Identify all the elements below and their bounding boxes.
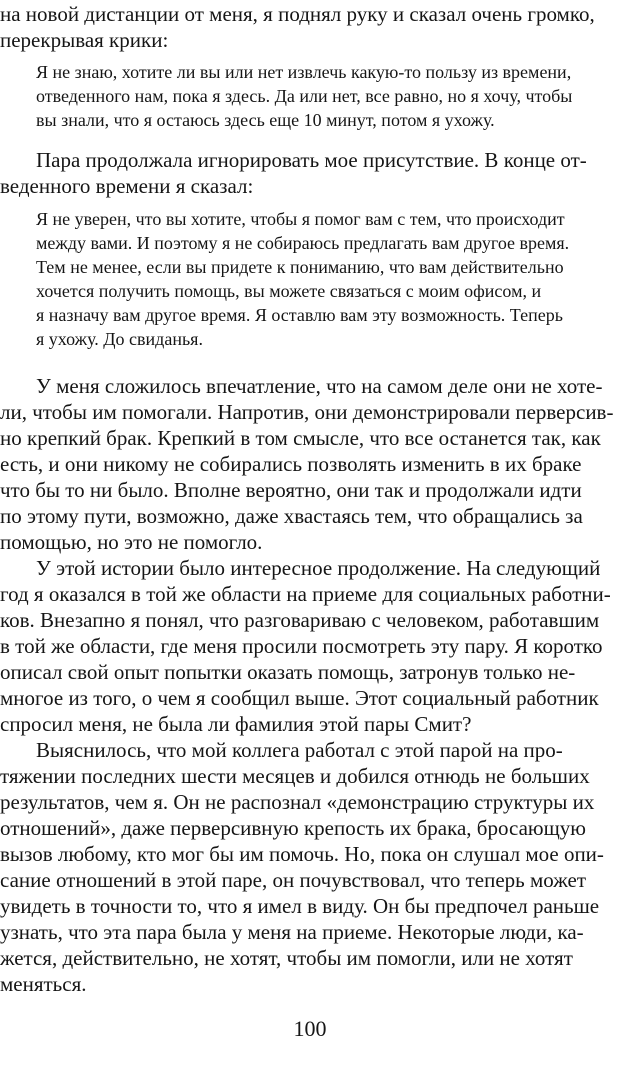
text-line: ли, чтобы им помогали. Напротив, они демонстрировали перверсив-	[0, 400, 614, 424]
text-line: сание отношений в этой паре, он почувствовал, что теперь может	[0, 868, 587, 892]
text-line: меняться.	[0, 972, 87, 996]
text-line: что бы то ни было. Вполне вероятно, они так и продолжали идти	[0, 478, 582, 502]
text-line: ков. Внезапно я понял, что разговариваю с человеком, работавшим	[0, 608, 600, 632]
quote-line: Тем не менее, если вы придете к пониманию, что вам действительно	[36, 257, 564, 277]
quote-line: хочется получить помощь, вы можете связаться с моим офисом, и	[36, 281, 542, 301]
text-line: в той же области, где меня просили посмотреть эту пару. Я коротко	[0, 634, 603, 658]
text-line: описал свой опыт попытки оказать помощь, затронув только не-	[0, 660, 576, 684]
page-number: 100	[293, 1016, 327, 1041]
text-line: тяжении последних шести месяцев и добился отнюдь не больших	[0, 764, 590, 788]
quote-line: вы знали, что я остаюсь здесь еще 10 минут, потом я ухожу.	[36, 110, 495, 130]
text-line: жется, действительно, не хотят, чтобы им помогли, или не хотят	[0, 946, 573, 970]
quote-line: Я не уверен, что вы хотите, чтобы я помог вам с тем, что происходит	[36, 209, 565, 229]
text-line: год я оказался в той же области на приеме для социальных работни-	[0, 582, 611, 606]
quote-line: я назначу вам другое время. Я оставлю вам эту возможность. Теперь	[36, 305, 563, 325]
text-line: спросил меня, не была ли фамилия этой пары Смит?	[0, 712, 472, 736]
quote-line: я ухожу. До свиданья.	[36, 329, 203, 349]
text-line: веденного времени я сказал:	[0, 174, 254, 198]
text-line: есть, и они никому не собирались позволять изменить в их браке	[0, 452, 582, 476]
text-line: Пара продолжала игнорировать мое присутствие. В конце от-	[36, 148, 587, 172]
text-line: узнать, что эта пара была у меня на приеме. Некоторые люди, ка-	[0, 920, 584, 944]
text-line: У меня сложилось впечатление, что на самом деле они не хоте-	[36, 374, 603, 398]
text-line: вызов любому, кто мог бы им помочь. Но, пока он слушал мое опи-	[0, 842, 604, 866]
text-line: отношений», даже перверсивную крепость их брака, бросающую	[0, 816, 586, 840]
quote-line: между вами. И поэтому я не собираюсь предлагать вам другое время.	[36, 233, 570, 253]
text-line: перекрывая крики:	[0, 28, 169, 52]
quote-line: отведенного нам, пока я здесь. Да или нет, все равно, но я хочу, чтобы	[36, 86, 573, 106]
text-line: на новой дистанции от меня, я поднял руку и сказал очень громко,	[0, 2, 595, 26]
text-line: У этой истории было интересное продолжение. На следующий	[36, 556, 601, 580]
text-line: многое из того, о чем я сообщил выше. Этот социальный работник	[0, 686, 599, 710]
text-line: по этому пути, возможно, даже хвастаясь тем, что обращались за	[0, 504, 583, 528]
text-line: Выяснилось, что мой коллега работал с этой парой на про-	[36, 738, 563, 762]
text-line: но крепкий брак. Крепкий в том смысле, что все останется так, как	[0, 426, 601, 450]
text-line: результатов, чем я. Он не распознал «демонстрацию структуры их	[0, 790, 595, 814]
text-line: увидеть в точности то, что я имел в виду. Он бы предпочел раньше	[0, 894, 600, 918]
quote-line: Я не знаю, хотите ли вы или нет извлечь какую-то пользу из времени,	[36, 62, 572, 82]
text-line: помощью, но это не помогло.	[0, 530, 263, 554]
